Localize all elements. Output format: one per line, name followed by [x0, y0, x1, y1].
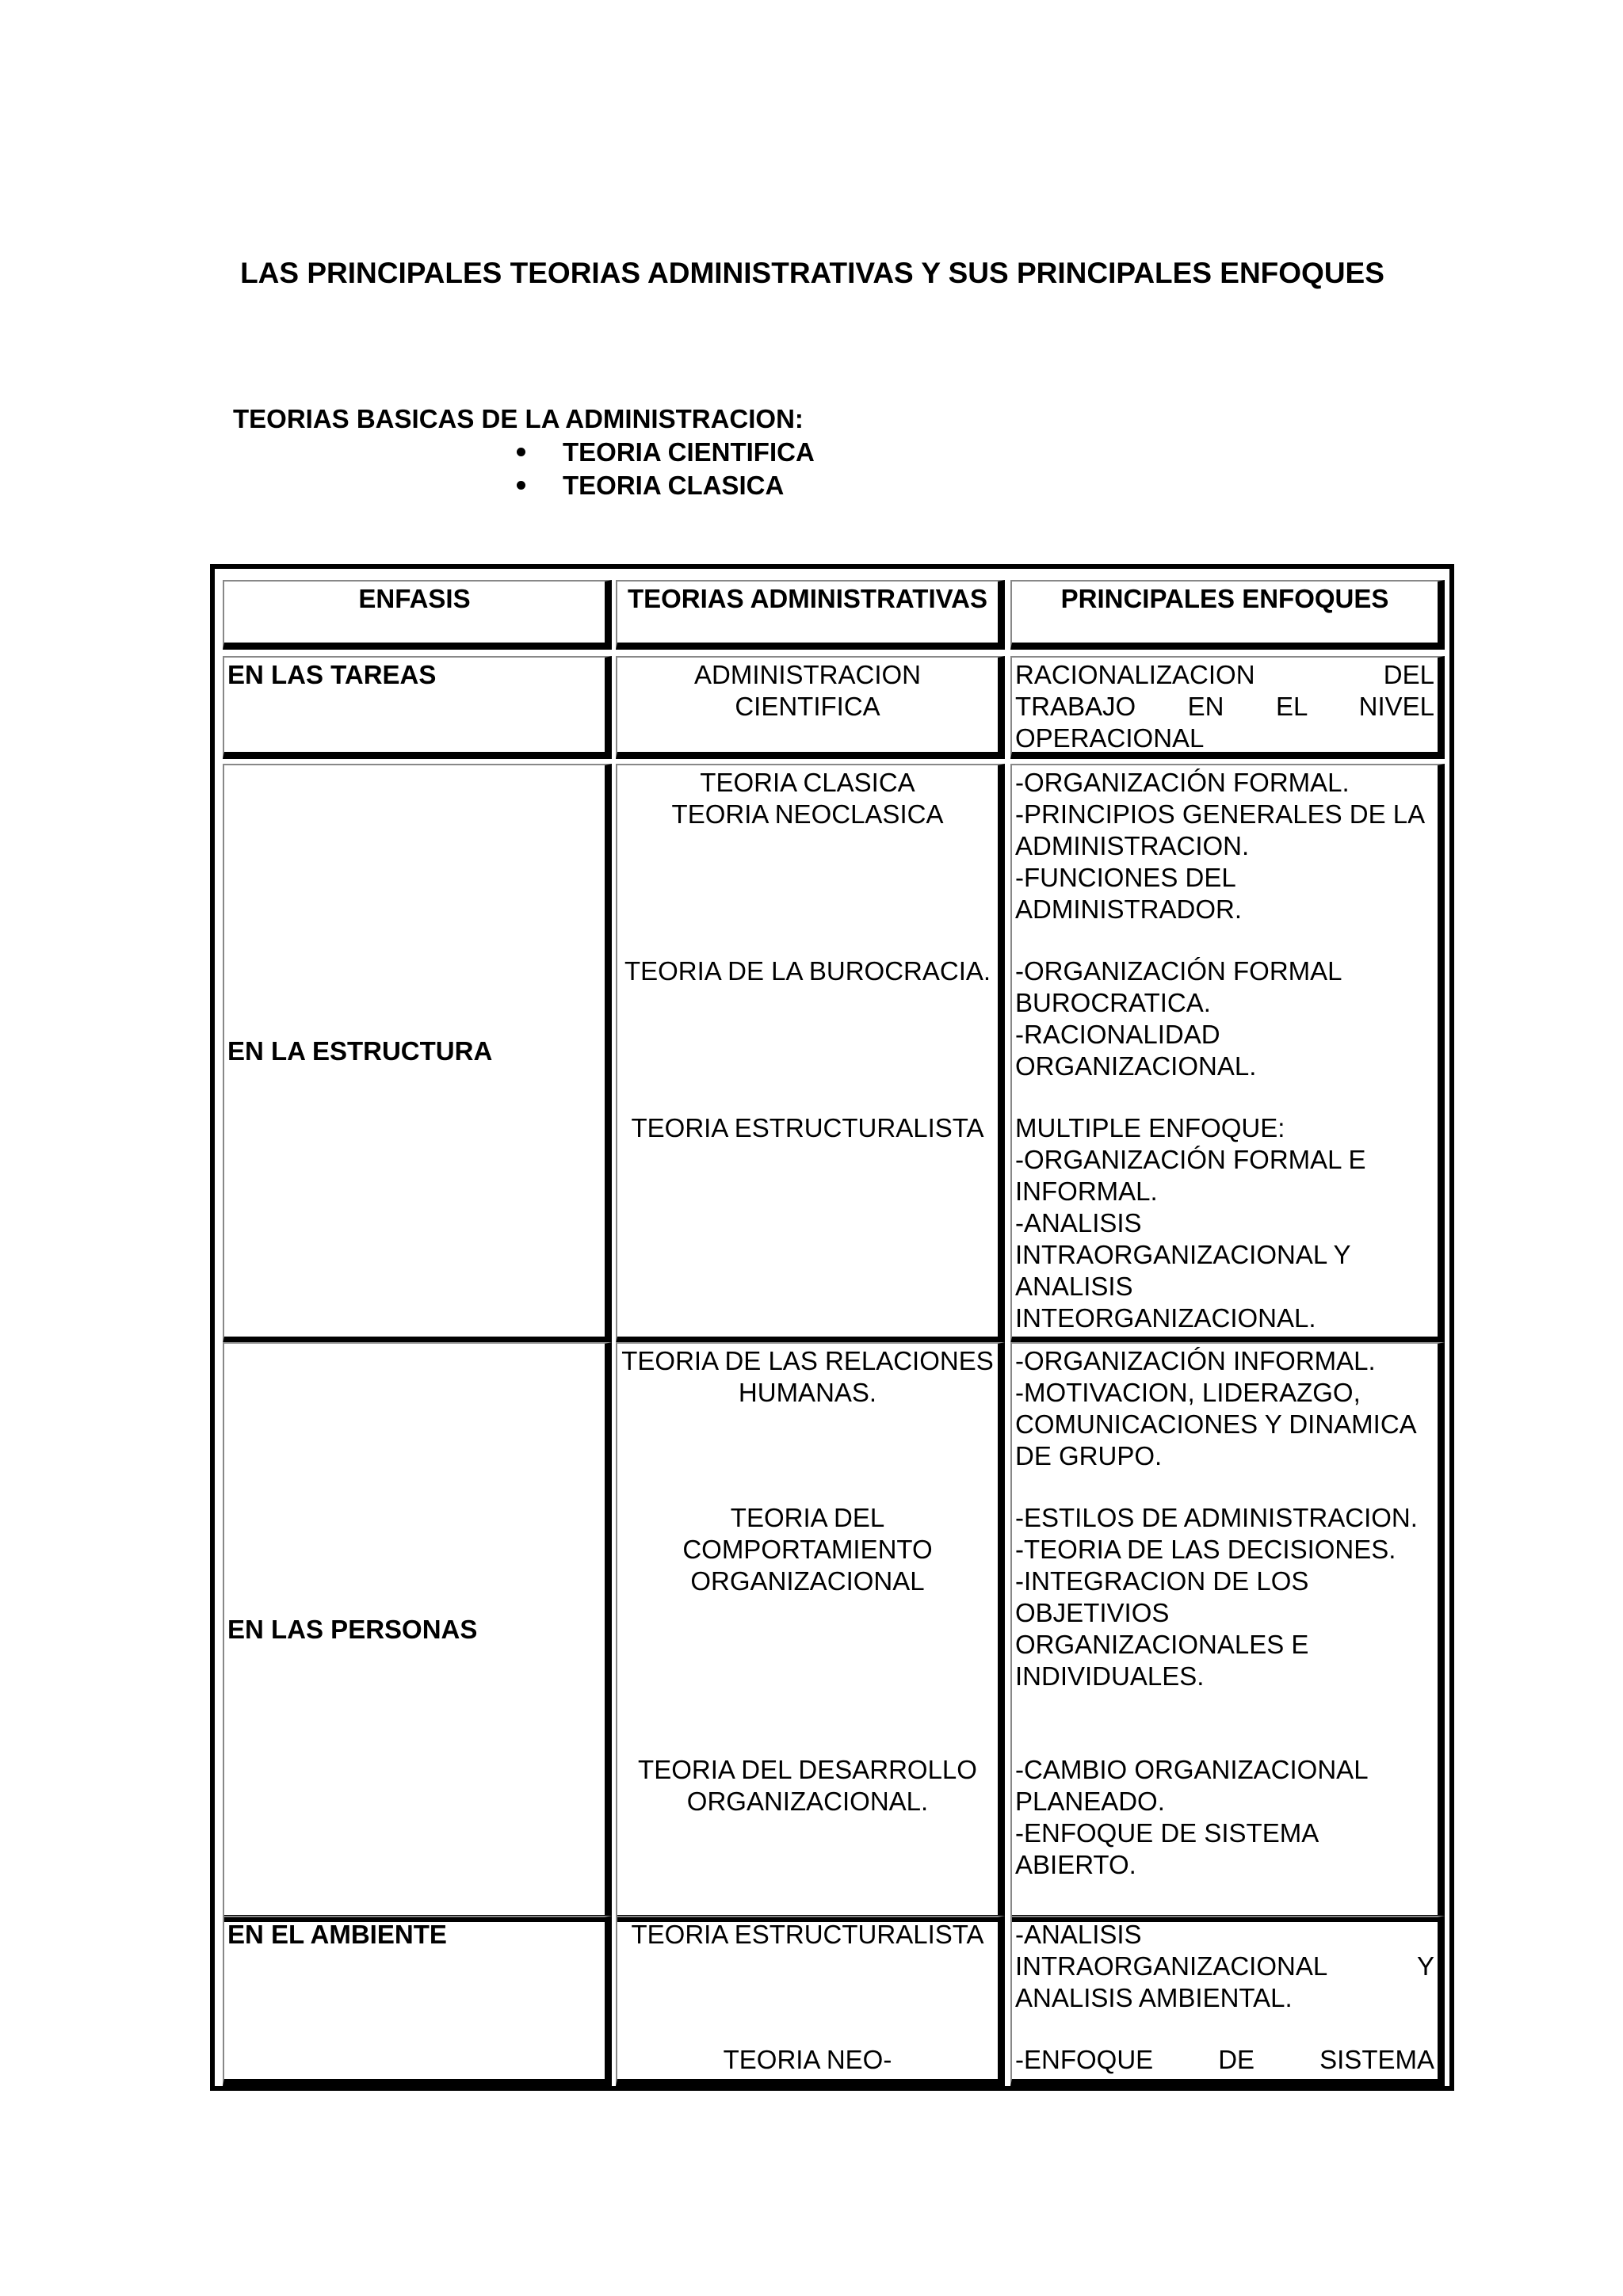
row-ambiente-enfasis: EN EL AMBIENTE [223, 1916, 612, 2086]
bullet-icon [517, 481, 525, 490]
bullet-item [517, 436, 815, 469]
bullet-icon [517, 448, 525, 456]
enfoque-clasica: -ORGANIZACIÓN FORMAL. -PRINCIPIOS GENERALES DE LA ADMINISTRACION. -FUNCIONES DEL ADMINISTRADOR. [1015, 768, 1424, 924]
row-ambiente-teorias [616, 1916, 1005, 2086]
row-personas-enfasis-label: EN LAS PERSONAS [227, 1614, 478, 1644]
row-tareas-enfoque-line: RACIONALIZACION DEL [1015, 660, 1434, 689]
page-title: LAS PRINCIPALES TEORIAS ADMINISTRATIVAS Y SUS PRINCIPALES ENFOQUES [240, 257, 1384, 289]
row-personas-teorias [616, 1342, 1005, 1922]
enfoque-ambiente-line: INTRAORGANIZACIONAL Y [1015, 1951, 1434, 1981]
enfoque-comportamiento: -ESTILOS DE ADMINISTRACION. -TEORIA DE LAS DECISIONES. -INTEGRACION DE LOS OBJETIVIOS ORGANIZACIONALES E INDIVIDUALES. [1015, 1503, 1418, 1691]
row-tareas-teoria: ADMINISTRACION CIENTIFICA [616, 656, 1005, 759]
enfoque-ambiente-line: -ANALISIS [1015, 1920, 1142, 1949]
row-personas-enfoques [1010, 1342, 1445, 1922]
enfoque-burocracia: -ORGANIZACIÓN FORMAL BUROCRATICA. -RACIONALIDAD ORGANIZACIONAL. [1015, 956, 1342, 1081]
intro-section [233, 402, 815, 502]
bullet-text: TEORIA CIENTIFICA [563, 437, 815, 467]
row-estructura-enfasis [223, 764, 612, 1344]
row-tareas-enfoque-line: OPERACIONAL [1015, 723, 1205, 753]
theories-table [210, 564, 1454, 2091]
enfoque-relaciones-humanas: -ORGANIZACIÓN INFORMAL. -MOTIVACION, LIDERAZGO, COMUNICACIONES Y DINAMICA DE GRUPO. [1015, 1346, 1415, 1470]
header-enfasis: ENFASIS [223, 580, 612, 650]
header-teorias: TEORIAS ADMINISTRATIVAS [616, 580, 1005, 650]
teoria-comportamiento: TEORIA DEL COMPORTAMIENTO ORGANIZACIONAL [682, 1503, 933, 1596]
row-estructura-enfasis-label: EN LA ESTRUCTURA [227, 1035, 493, 1066]
bullet-item [517, 469, 815, 502]
teoria-clasica-neoclasica: TEORIA CLASICA TEORIA NEOCLASICA [671, 768, 944, 829]
row-estructura-teorias [616, 764, 1005, 1344]
enfoque-desarrollo: -CAMBIO ORGANIZACIONAL PLANEADO. -ENFOQUE DE SISTEMA ABIERTO. [1015, 1755, 1368, 1879]
enfoque-estructuralista: MULTIPLE ENFOQUE: -ORGANIZACIÓN FORMAL E INFORMAL. -ANALISIS INTRAORGANIZACIONAL Y ANALISIS INTEORGANIZACIONAL. [1015, 1113, 1366, 1333]
row-tareas-enfoque-line: TRABAJO EN EL NIVEL [1015, 692, 1434, 721]
row-tareas-enfasis: EN LAS TAREAS [223, 656, 612, 759]
bullet-text: TEORIA CLASICA [563, 471, 785, 500]
bullet-list [517, 436, 815, 502]
teoria-neo: TEORIA NEO- [723, 2045, 892, 2074]
row-personas-enfasis [223, 1342, 612, 1922]
teoria-estructuralista: TEORIA ESTRUCTURALISTA [631, 1113, 984, 1142]
teoria-relaciones-humanas: TEORIA DE LAS RELACIONES HUMANAS. [621, 1346, 994, 1407]
teoria-estructuralista-ambiente: TEORIA ESTRUCTURALISTA [631, 1920, 984, 1949]
row-estructura-enfoques [1010, 764, 1445, 1344]
enfoque-ambiente-line: -ENFOQUE DE SISTEMA [1015, 2045, 1434, 2074]
row-tareas-enfoque [1010, 656, 1445, 759]
enfoque-ambiente-line: ANALISIS AMBIENTAL. [1015, 1983, 1293, 2012]
header-enfoques: PRINCIPALES ENFOQUES [1010, 580, 1445, 650]
intro-heading: TEORIAS BASICAS DE LA ADMINISTRACION: [233, 404, 804, 433]
teoria-burocracia: TEORIA DE LA BUROCRACIA. [624, 956, 991, 986]
teoria-desarrollo: TEORIA DEL DESARROLLO ORGANIZACIONAL. [638, 1755, 977, 1816]
row-ambiente-enfoques [1010, 1916, 1445, 2086]
